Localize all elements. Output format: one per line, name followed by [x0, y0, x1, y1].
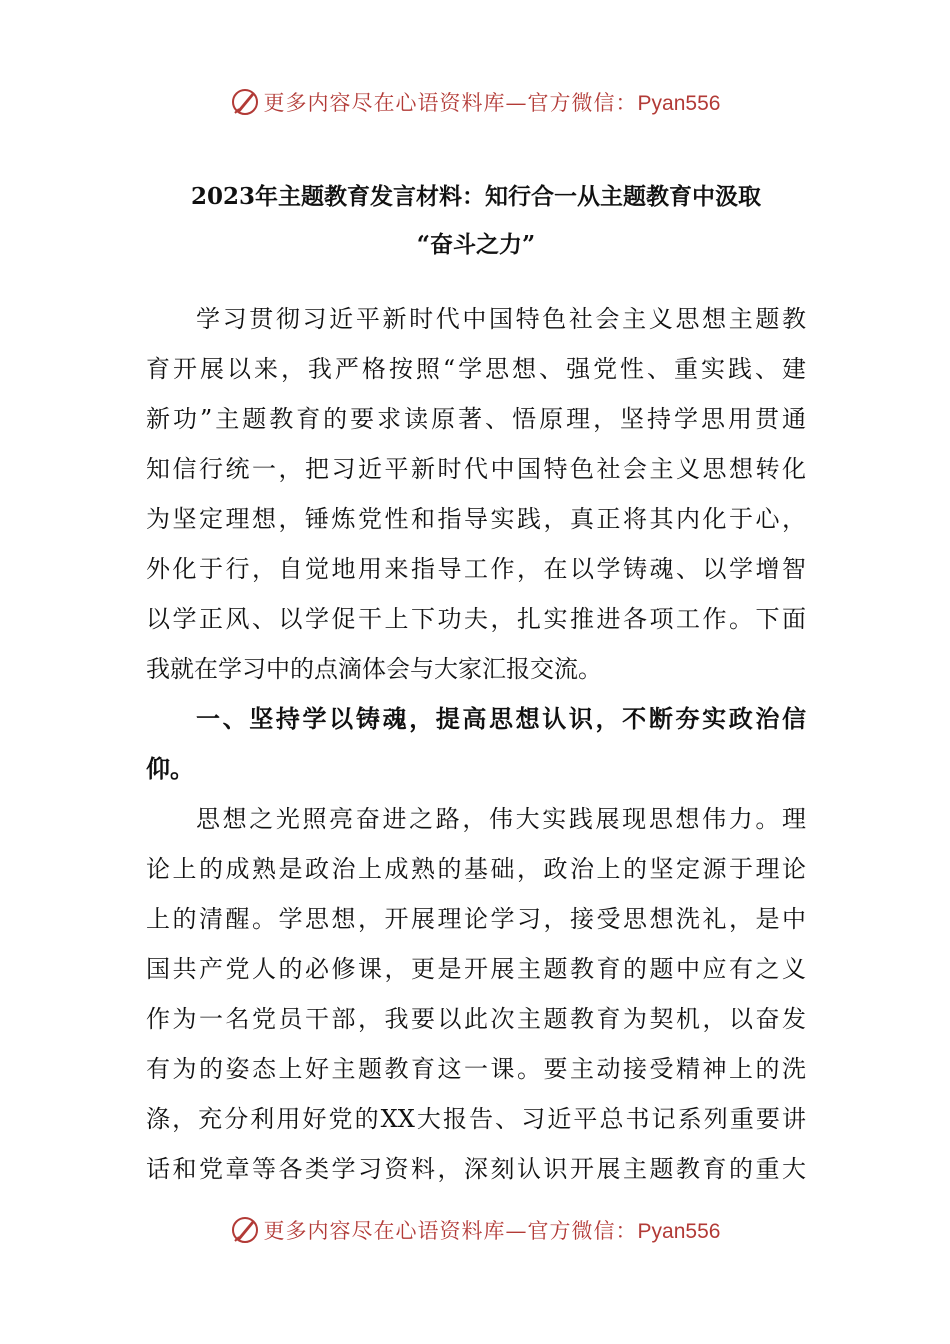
quill-pen-logo-icon — [230, 87, 260, 117]
document-title-line-1: 2023年主题教育发言材料：知行合一从主题教育中汲取 — [190, 183, 761, 210]
section-heading: 一、坚持学以铸魂，提高思想认识，不断夯实政治信 — [196, 704, 806, 733]
paragraph-line: 以学正风、以学促干上下功夫，扎实推进各项工作。下面 — [146, 605, 806, 633]
paragraph-line: 新功”主题教育的要求读原著、悟原理，坚持学思用贯通 — [146, 405, 806, 433]
paragraph-line: 知信行统一，把习近平新时代中国特色社会主义思想转化 — [146, 455, 806, 483]
paragraph-line: 话和党章等各类学习资料，深刻认识开展主题教育的重大 — [146, 1155, 806, 1183]
banner-text: 更多内容尽在心语资料库—官方微信：Pyan556 — [263, 91, 721, 115]
paragraph-line: 学习贯彻习近平新时代中国特色社会主义思想主题教 — [196, 305, 806, 333]
paragraph-line: 涤，充分利用好党的XX大报告、习近平总书记系列重要讲 — [146, 1105, 806, 1133]
banner-text: 更多内容尽在心语资料库—官方微信：Pyan556 — [263, 1219, 721, 1243]
section-heading: 仰。 — [146, 754, 194, 783]
paragraph-line: 思想之光照亮奋进之路，伟大实践展现思想伟力。理 — [196, 805, 806, 833]
paragraph-line: 论上的成熟是政治上成熟的基础，政治上的坚定源于理论 — [146, 855, 806, 883]
quill-pen-logo-icon — [230, 1215, 260, 1245]
paragraph-line: 育开展以来，我严格按照“学思想、强党性、重实践、建 — [146, 355, 806, 383]
paragraph-line: 我就在学习中的点滴体会与大家汇报交流。 — [146, 655, 602, 683]
wechat-id: Pyan556 — [637, 1220, 721, 1243]
wechat-id: Pyan556 — [637, 92, 721, 115]
paragraph-line: 为坚定理想，锤炼党性和指导实践，真正将其内化于心， — [146, 505, 806, 533]
paragraph-line: 外化于行，自觉地用来指导工作，在以学铸魂、以学增智 — [146, 555, 806, 583]
header-banner — [0, 82, 950, 122]
paragraph-line: 有为的姿态上好主题教育这一课。要主动接受精神上的洗 — [146, 1055, 806, 1083]
footer-banner — [0, 1210, 950, 1250]
document-title-line-2: “奋斗之力” — [416, 231, 536, 258]
paragraph-line: 作为一名党员干部，我要以此次主题教育为契机，以奋发 — [146, 1005, 806, 1033]
paragraph-line: 国共产党人的必修课，更是开展主题教育的题中应有之义 — [146, 955, 806, 983]
paragraph-line: 上的清醒。学思想，开展理论学习，接受思想洗礼，是中 — [146, 905, 806, 933]
